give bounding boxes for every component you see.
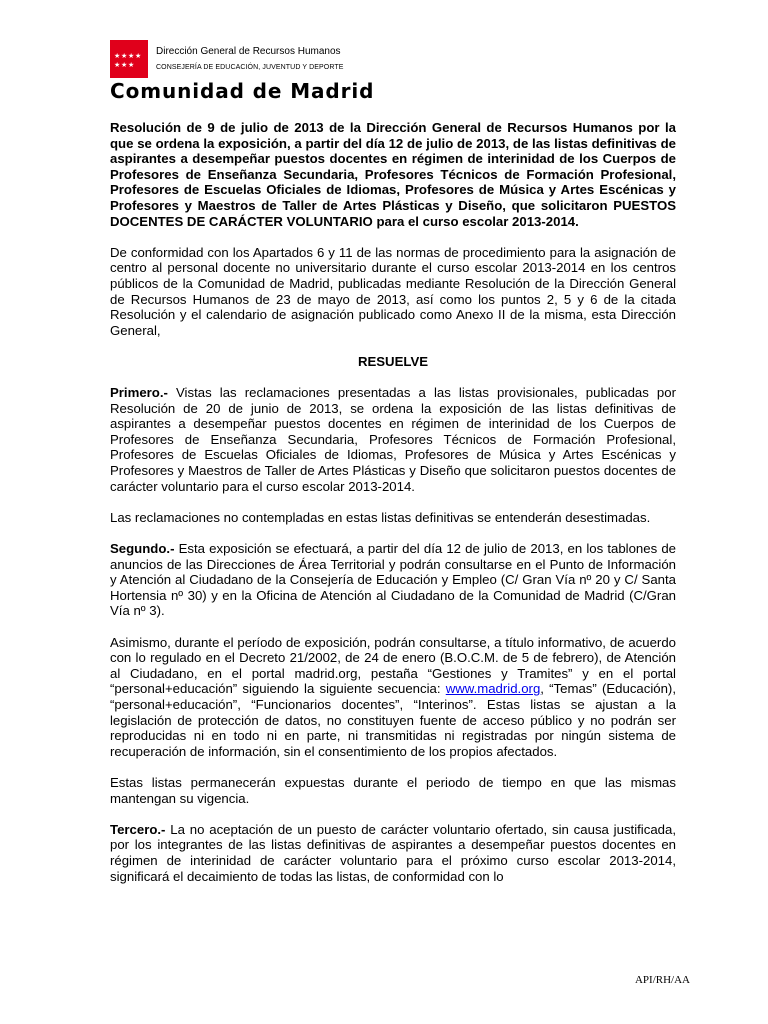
vigencia-paragraph: Estas listas permanecerán expuestas durante el periodo de tiempo en que las mismas mantengan su vigencia. xyxy=(110,774,676,806)
tercero-text: La no aceptación de un puesto de carácter voluntario ofertado, sin causa justificada, por los integrantes de las listas definitivas de aspirantes a desempeñar puestos docentes en régimen de interinidad de carácter voluntario para el próximo curso escolar 2013-2014, significará el decaimiento de todas las listas, de conformidad con lo xyxy=(110,821,676,884)
segundo-label: Segundo.- xyxy=(110,541,175,557)
resuelve-heading: RESUELVE xyxy=(357,353,429,369)
asimismo-paragraph xyxy=(110,635,676,760)
document-body xyxy=(110,120,676,900)
tercero-label: Tercero.- xyxy=(110,821,166,837)
intro-paragraph: De conformidad con los Apartados 6 y 11 de las normas de procedimiento para la asignación de centro al personal docente no universitario durante el curso escolar 2013-2014 en los centros públicos de la Comunidad de Madrid, publicadas mediante Resolución de la Dirección General de Recursos Humanos de 23 de mayo de 2013, así como los puntos 2, 5 y 6 de la citada Resolución y el calendario de asignación publicado como Anexo II de la misma, esta Dirección General, xyxy=(110,244,676,338)
madrid-flag-stars-icon: ★ ★ ★ ★ ★ ★ ★ xyxy=(110,40,148,78)
asimismo-text-before: Asimismo, durante el período de exposición, podrán consultarse, a título informativo, de acuerdo con lo regulado en el Decreto 21/2002, de 24 de enero (B.O.C.M. de 5 de febrero), de Atención al Ciudadano, en el portal madrid.org, pestaña “Gestiones y Tramites” y en el portal “personal+educación” siguiendo la siguiente secuencia: xyxy=(110,634,676,697)
tercero-paragraph xyxy=(110,822,676,884)
department-name: Dirección General de Recursos Humanos xyxy=(156,46,341,57)
asimismo-text-after: , “Temas” (Educación), “personal+educación”, “Funcionarios docentes”, “Interinos”. Estas listas se ajustan a la legislación de protección de datos, no constituyen fuente de acceso público y no podrán ser reproducidas ni en todo ni en parte, ni transmitidas ni registradas por ningún sistema de recuperación de información, sin el consentimiento de los propios afectados. xyxy=(110,681,676,759)
ministry-name: CONSEJERÍA DE EDUCACIÓN, JUVENTUD Y DEPORTE xyxy=(156,64,344,71)
segundo-paragraph xyxy=(110,541,676,619)
brand-name: Comunidad de Madrid xyxy=(110,79,375,103)
madrid-org-link[interactable]: www.madrid.org xyxy=(445,681,541,697)
document-header xyxy=(110,40,670,106)
footer-reference: API/RH/AA xyxy=(634,974,690,986)
reclamaciones-paragraph: Las reclamaciones no contempladas en estas listas definitivas se entenderán desestimadas. xyxy=(110,509,651,525)
primero-label: Primero.- xyxy=(110,385,168,401)
primero-text: Vistas las reclamaciones presentadas a las listas provisionales, publicadas por Resolución de 20 de junio de 2013, se ordena la exposición de las listas definitivas de aspirantes a desempeñar puestos docentes en régimen de interinidad de los Cuerpos de Profesores de Enseñanza Secundaria, Profesores Técnicos de Formación Profesional, Profesores de Escuelas Oficiales de Idiomas, Profesores de Música y Artes Escénicas y Profesores y Maestros de Taller de Artes Plásticas y Diseño que solicitaron puestos docentes de carácter voluntario para el curso escolar 2013-2014. xyxy=(110,385,676,494)
segundo-text: Esta exposición se efectuará, a partir del día 12 de julio de 2013, en los tablones de anuncios de las Direcciones de Área Territorial y podrán consultarse en el Punto de Información y Atención al Ciudadano de la Consejería de Educación y Empleo (C/ Gran Vía nº 20 y C/ Santa Hortensia nº 30) y en la Oficina de Atención al Ciudadano de la Comunidad de Madrid (C/Gran Vía nº 3). xyxy=(110,541,676,619)
primero-paragraph xyxy=(110,385,676,494)
resolution-title: Resolución de 9 de julio de 2013 de la Dirección General de Recursos Humanos por la que se ordena la exposición, a partir del día 12 de julio de 2013, de las listas definitivas de aspirantes a desempeñar puestos docentes en régimen de interinidad de los Cuerpos de Profesores de Enseñanza Secundaria, Profesores Técnicos de Formación Profesional, Profesores de Escuelas Oficiales de Idiomas, Profesores de Música y Artes Escénicas y Profesores y Maestros de Taller de Artes Plásticas y Diseño, que solicitaron PUESTOS DOCENTES DE CARÁCTER VOLUNTARIO para el curso escolar 2013-2014. xyxy=(110,120,676,229)
